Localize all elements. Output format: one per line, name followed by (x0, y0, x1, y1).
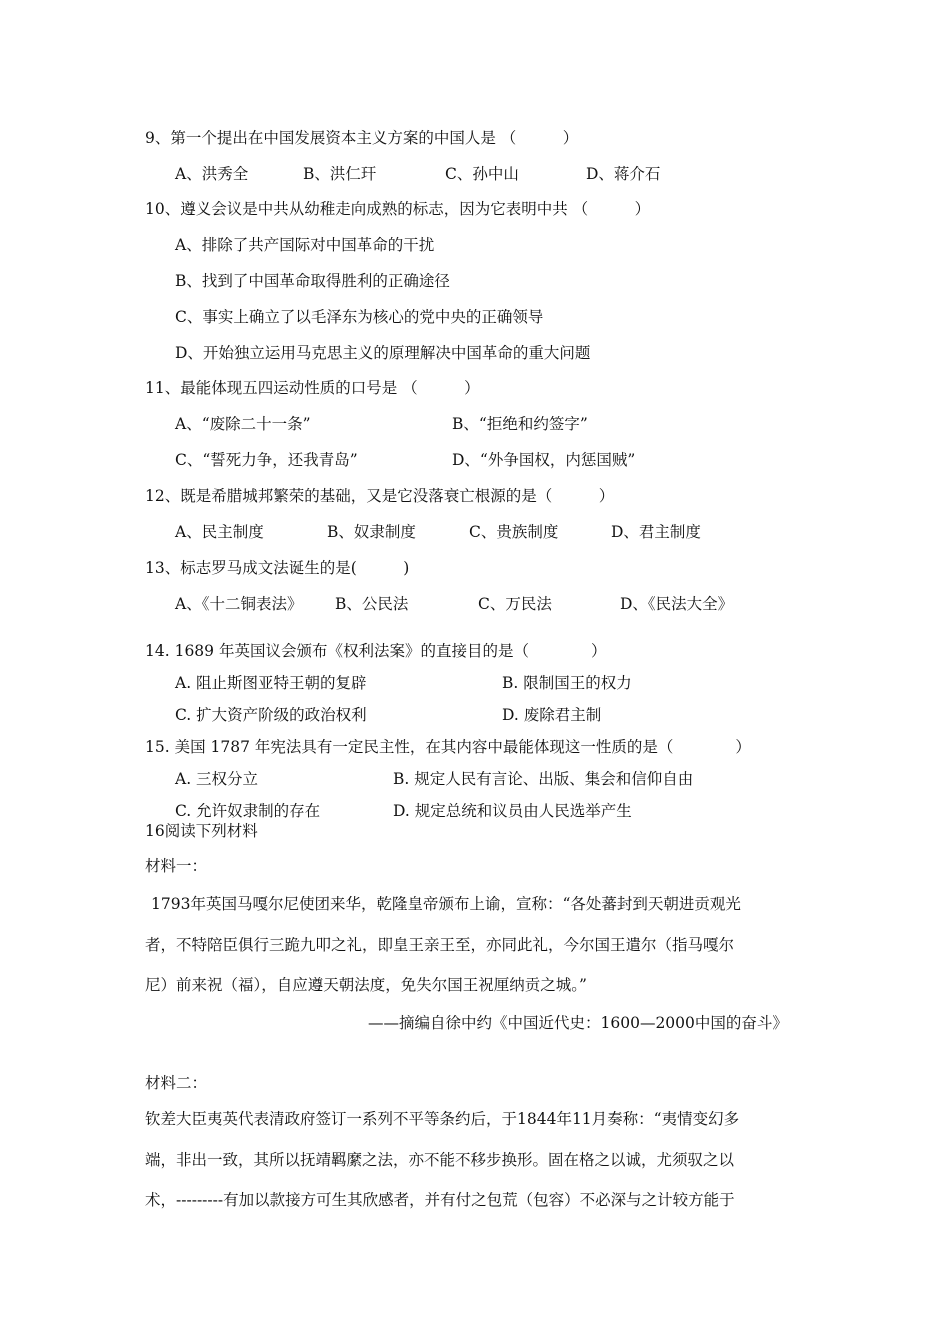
q13-option-a: A、《十二铜表法》 (175, 595, 303, 613)
q9-option-c: C、孙中山 (445, 165, 519, 183)
q11-option-a: A、“废除二十一条” (175, 415, 311, 433)
q15-option-a: A. 三权分立 (175, 770, 259, 788)
q12-option-a: A、民主制度 (175, 523, 264, 541)
material-1-source: ——摘编自徐中约《中国近代史：1600—2000中国的奋斗》 (368, 1014, 788, 1032)
material-1-line-1: 1793年英国马嘎尔尼使团来华，乾隆皇帝颁布上谕，宣称：“各处蕃封到天朝进贡观光 (151, 895, 741, 913)
q15-option-c: C. 允许奴隶制的存在 (175, 802, 321, 820)
q11-stem: 11、最能体现五四运动性质的口号是 （ ） (145, 379, 480, 397)
material-2-title: 材料二： (145, 1074, 208, 1092)
q12-option-c: C、贵族制度 (469, 523, 559, 541)
q13-option-d: D、《民法大全》 (620, 595, 734, 613)
material-1-line-3: 尼）前来祝（福），自应遵天朝法度，免失尔国王祝厘纳贡之城。” (145, 976, 587, 994)
q14-option-b: B. 限制国王的权力 (502, 674, 632, 692)
q13-stem: 13、标志罗马成文法诞生的是( ) (145, 559, 410, 577)
q13-option-b: B、公民法 (335, 595, 409, 613)
material-2-line-2: 端，非出一致，其所以抚靖羁縻之法，亦不能不移步换形。固在格之以诚，尤须驭之以 (145, 1151, 735, 1169)
q12-option-d: D、君主制度 (611, 523, 701, 541)
q10-option-b: B、找到了中国革命取得胜利的正确途径 (175, 272, 450, 290)
q9-stem: 9、第一个提出在中国发展资本主义方案的中国人是 （ ） (145, 129, 579, 147)
material-1-title: 材料一： (145, 857, 208, 875)
material-2-line-3: 术，---------有加以款接方可生其欣感者，并有付之包荒（包容）不必深与之计较方能于 (145, 1191, 735, 1209)
q10-option-a: A、排除了共产国际对中国革命的干扰 (175, 236, 435, 254)
material-2-line-1: 钦差大臣夷英代表清政府签订一系列不平等条约后，于1844年11月奏称：“夷情变幻多 (145, 1110, 740, 1128)
q10-option-d: D、开始独立运用马克思主义的原理解决中国革命的重大问题 (175, 344, 591, 362)
q9-option-a: A、洪秀全 (175, 165, 249, 183)
q11-option-b: B、“拒绝和约签字” (452, 415, 588, 433)
q15-option-d: D. 规定总统和议员由人民选举产生 (393, 802, 632, 820)
q14-stem: 14. 1689 年英国议会颁布《权利法案》的直接目的是（ ） (145, 642, 607, 660)
material-1-line-2: 者，不特陪臣俱行三跪九叩之礼，即皇王亲王至，亦同此礼，今尔国王遣尔（指马嘎尔 (145, 936, 735, 954)
q14-option-a: A. 阻止斯图亚特王朝的复辟 (175, 674, 367, 692)
q9-option-d: D、蒋介石 (586, 165, 661, 183)
q12-stem: 12、既是希腊城邦繁荣的基础，又是它没落衰亡根源的是（ ） (145, 487, 615, 505)
q13-option-c: C、万民法 (478, 595, 552, 613)
q9-option-b: B、洪仁玕 (303, 165, 377, 183)
q15-option-b: B. 规定人民有言论、出版、集会和信仰自由 (393, 770, 694, 788)
q14-option-c: C. 扩大资产阶级的政治权利 (175, 706, 367, 724)
q15-stem: 15. 美国 1787 年宪法具有一定民主性，在其内容中最能体现这一性质的是（ ） (145, 738, 751, 756)
q12-option-b: B、奴隶制度 (327, 523, 416, 541)
q14-option-d: D. 废除君主制 (502, 706, 602, 724)
q16-stem: 16阅读下列材料 (145, 822, 258, 840)
q10-option-c: C、事实上确立了以毛泽东为核心的党中央的正确领导 (175, 308, 544, 326)
q11-option-c: C、“誓死力争，还我青岛” (175, 451, 358, 469)
q11-option-d: D、“外争国权，内惩国贼” (452, 451, 636, 469)
q10-stem: 10、遵义会议是中共从幼稚走向成熟的标志，因为它表明中共 （ ） (145, 200, 651, 218)
